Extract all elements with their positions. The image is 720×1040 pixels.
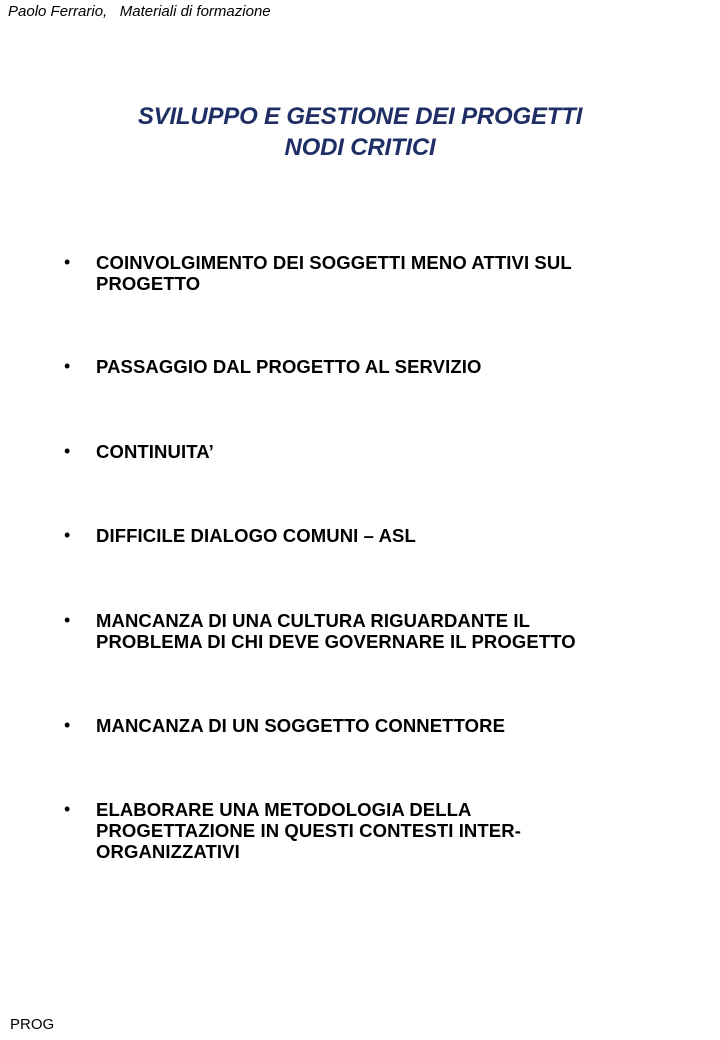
list-item-text (96, 441, 676, 462)
page-title-line-1: SVILUPPO E GESTIONE DEI PROGETTI (137, 103, 583, 130)
bullet-dot: • (64, 799, 71, 819)
list-item-text (96, 252, 676, 294)
bullet-dot: • (64, 356, 71, 376)
list-item-line: PROGETTAZIONE IN QUESTI CONTESTI INTER- (96, 820, 521, 841)
header-subtitle: Materiali di formazione (119, 3, 271, 20)
page-title-line-2: NODI CRITICI (284, 134, 436, 161)
footer-code: PROG (10, 1016, 55, 1033)
list-item-line: CONTINUITA’ (96, 441, 214, 462)
list-item-text (96, 799, 676, 862)
list-item-line: PROBLEMA DI CHI DEVE GOVERNARE IL PROGETTO (96, 631, 576, 652)
header-note (8, 3, 271, 20)
list-item-line: MANCANZA DI UNA CULTURA RIGUARDANTE IL (96, 610, 531, 631)
list-item-line: MANCANZA DI UN SOGGETTO CONNETTORE (96, 715, 506, 736)
list-item-line: PASSAGGIO DAL PROGETTO AL SERVIZIO (96, 356, 482, 377)
list-item-line: DIFFICILE DIALOGO COMUNI – ASL (96, 525, 416, 546)
bullet-dot: • (64, 610, 71, 630)
list-item-line: ORGANIZZATIVI (96, 841, 240, 862)
list-item-text (96, 356, 676, 377)
list-item-line: ELABORARE UNA METODOLOGIA DELLA (96, 799, 472, 820)
list-item-line: COINVOLGIMENTO DEI SOGGETTI MENO ATTIVI SUL (96, 252, 572, 273)
bullet-dot: • (64, 525, 71, 545)
bullet-dot: • (64, 715, 71, 735)
list-item-line: PROGETTO (96, 273, 201, 294)
bullet-dot: • (64, 252, 71, 272)
list-item-text (96, 715, 676, 736)
bullet-dot: • (64, 441, 71, 461)
list-item-text (96, 525, 676, 546)
header-author: Paolo Ferrario, (8, 3, 108, 20)
list-item-text (96, 610, 676, 652)
